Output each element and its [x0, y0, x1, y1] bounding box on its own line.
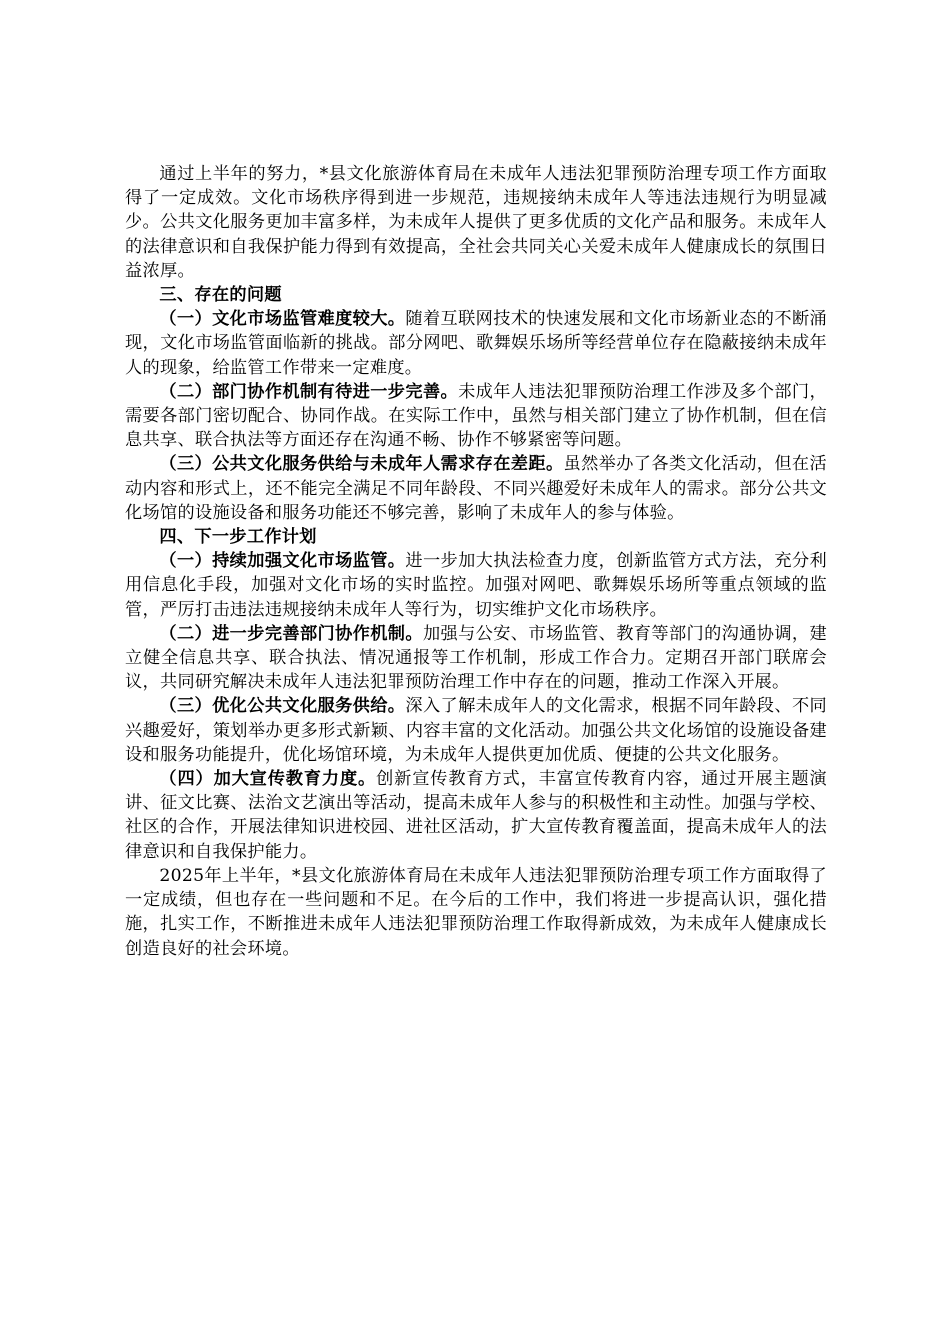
plan-paragraph-2: （二）进一步完善部门协作机制。加强与公安、市场监管、教育等部门的沟通协调，建立健全信息共享、联合执法、情况通报等工作机制，形成工作合力。定期召开部门联席会议，共同研究解决未成年人违法犯罪预防治理工作中存在的问题，推动工作深入开展。 — [125, 623, 827, 693]
section-heading-problems: 三、存在的问题 — [159, 285, 282, 306]
section-heading-plan: 四、下一步工作计划 — [159, 527, 317, 548]
problem-paragraph-3: （三）公共文化服务供给与未成年人需求存在差距。虽然举办了各类文化活动，但在活动内容和形式上，还不能完全满足不同年龄段、不同兴趣爱好未成年人的需求。部分公共文化场馆的设施设备和服务功能还不够完善，影响了未成年人的参与体验。 — [125, 454, 827, 523]
plan-paragraph-3: （三）优化公共文化服务供给。深入了解未成年人的文化需求，根据不同年龄段、不同兴趣爱好，策划举办更多形式新颖、内容丰富的文化活动。加强公共文化场馆的设施设备建设和服务功能提升，优化场馆环境，为未成年人提供更加优质、便捷的公共文化服务。 — [125, 696, 828, 765]
plan-paragraph-4: （四）加大宣传教育力度。创新宣传教育方式，丰富宣传教育内容，通过开展主题演讲、征文比赛、法治文艺演出等活动，提高未成年人参与的积极性和主动性。加强与学校、社区的合作，开展法律知识进校园、进社区活动，扩大宣传教育覆盖面，提高未成年人的法律意识和自我保护能力。 — [125, 769, 827, 862]
problem-paragraph-2: （二）部门协作机制有待进一步完善。未成年人违法犯罪预防治理工作涉及多个部门，需要各部门密切配合、协同作战。在实际工作中，虽然与相关部门建立了协作机制，但在信息共享、联合执法等方面还存在沟通不畅、协作不够紧密等问题。 — [125, 381, 827, 451]
problem-paragraph-1: （一）文化市场监管难度较大。随着互联网技术的快速发展和文化市场新业态的不断涌现，文化市场监管面临新的挑战。部分网吧、歌舞娱乐场所等经营单位存在隐蔽接纳未成年人的现象，给监管工作带来一定难度。 — [125, 309, 828, 378]
conclusion-paragraph: 2025年上半年，*县文化旅游体育局在未成年人违法犯罪预防治理专项工作方面取得了一定成绩，但也存在一些问题和不足。在今后的工作中，我们将进一步提高认识，强化措施，扎实工作，不断推进未成年人违法犯罪预防治理工作取得新成效，为未成年人健康成长创造良好的社会环境。 — [125, 865, 827, 959]
plan-paragraph-1: （一）持续加强文化市场监管。进一步加大执法检查力度，创新监管方式方法，充分利用信息化手段，加强对文化市场的实时监控。加强对网吧、歌舞娱乐场所等重点领域的监管，严厉打击违法违规接纳未成年人等行为，切实维护文化市场秩序。 — [125, 551, 828, 620]
document-page — [125, 162, 827, 961]
summary-paragraph: 通过上半年的努力，*县文化旅游体育局在未成年人违法犯罪预防治理专项工作方面取得了一定成效。文化市场秩序得到进一步规范，违规接纳未成年人等违法违规行为明显减少。公共文化服务更加丰富多样，为未成年人提供了更多优质的文化产品和服务。未成年人的法律意识和自我保护能力得到有效提高，全社会共同关心关爱未成年人健康成长的氛围日益浓厚。 — [125, 164, 827, 281]
